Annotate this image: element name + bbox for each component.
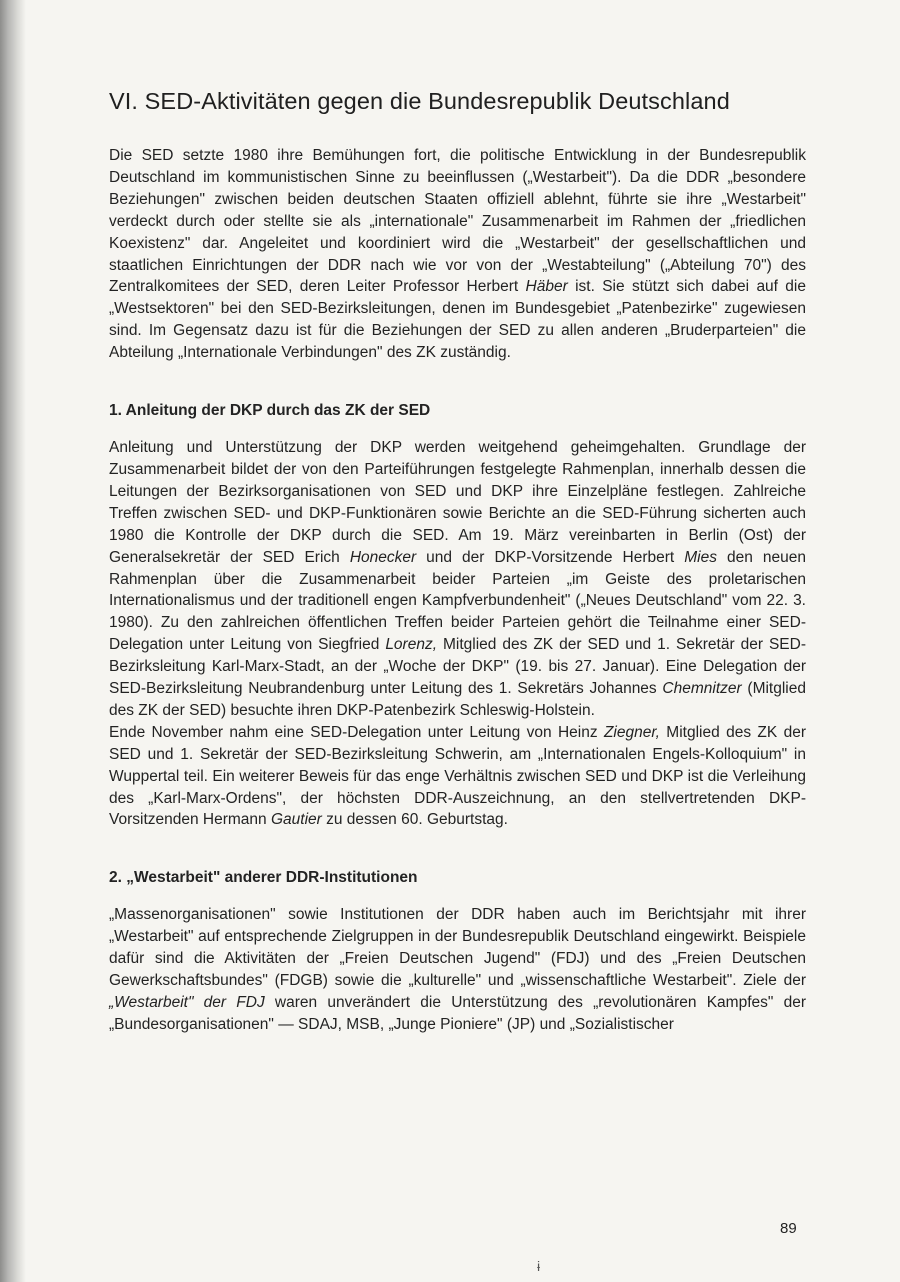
italic-name: Mies bbox=[684, 548, 717, 566]
section-1-paragraph-2: Ende November nahm eine SED-Delegation unter Leitung von Heinz Ziegner, Mitglied des ZK der SED und 1. Sekretär der SED-Bezirksleitung Schwerin, am „Internationalen Engels-Kolloquium" in Wuppertal teil. Ein weiterer Beweis für das enge Verhältnis zwischen SED und DKP ist die Verleihung des „Karl-Marx-Ordens", der höchsten DDR-Auszeichnung, an den stellvertretenden DKP-Vorsitzenden Hermann Gautier zu dessen 60. Geburtstag. bbox=[109, 723, 806, 829]
italic-name: Häber bbox=[525, 278, 568, 296]
page-number: 89 bbox=[780, 1220, 797, 1237]
italic-name: Ziegner, bbox=[603, 723, 660, 741]
italic-name: Honecker bbox=[349, 548, 417, 566]
document-page bbox=[109, 88, 806, 1036]
chapter-title: VI. SED-Aktivitäten gegen die Bundesrepublik Deutschland bbox=[109, 88, 730, 114]
section-1-heading: 1. Anleitung der DKP durch das ZK der SED bbox=[109, 402, 431, 420]
italic-name: „Westarbeit" der FDJ bbox=[109, 994, 265, 1011]
italic-name: Lorenz, bbox=[385, 636, 438, 654]
intro-paragraph: Die SED setzte 1980 ihre Bemühungen fort, die politische Entwicklung in der Bundesrepublik Deutschland im kommunistischen Sinne zu beeinflussen („Westarbeit"). Da die DDR „besondere Beziehungen" zwischen beiden deutschen Staaten offiziell ablehnt, führte sie ihre „Westarbeit" verdeckt durch oder stellte sie als „internationale" Zusammenarbeit im Rahmen der „friedlichen Koexistenz" dar. Angeleitet und koordiniert wird die „Westarbeit" der gesellschaftlichen und staatlichen Einrichtungen der DDR nach wie vor von der „Westabteilung" („Abteilung 70") des Zentralkomitees der SED, deren Leiter Professor Herbert Häber ist. Sie stützt sich dabei auf die „Westsektoren" bei den SED-Bezirksleitungen, denen im Bundesgebiet „Patenbezirke" zugewiesen sind. Im Gegensatz dazu ist für die Beziehungen der SED zu allen anderen „Bruderparteien" die Abteilung „Internationale Verbindungen" des ZK zuständig. bbox=[109, 147, 806, 362]
section-1-paragraph-1: Anleitung und Unterstützung der DKP werden weitgehend geheimgehalten. Grundlage der Zusammenarbeit bildet der von den Parteiführungen festgelegte Rahmenplan, innerhalb dessen die Leitungen der Bezirksorganisationen von SED und DKP ihre Einzelpläne festlegen. Zahlreiche Treffen zwischen SED- und DKP-Funktionären sowie Berichte an die SED-Führung sicherten auch 1980 die Kontrolle der DKP durch die SED. Am 19. März vereinbarten in Berlin (Ost) der Generalsekretär der SED Erich Honecker und der DKP-Vorsitzende Herbert Mies den neuen Rahmenplan über die Zusammenarbeit beider Parteien „im Geiste des proletarischen Internationalismus und der traditionell engen Kampfverbundenheit" („Neues Deutschland" vom 22. 3. 1980). Zu den zahlreichen öffentlichen Treffen beider Parteien gehört die Teilnahme einer SED-Delegation unter Leitung von Siegfried Lorenz, Mitglied des ZK der SED und 1. Sekretär der SED-Bezirksleitung Karl-Marx-Stadt, an der „Woche der DKP" (19. bis 27. Januar). Eine Delegation der SED-Bezirksleitung Neubrandenburg unter Leitung des 1. Sekretärs Johannes Chemnitzer (Mitglied des ZK der SED) besuchte ihren DKP-Patenbezirk Schleswig-Holstein. bbox=[109, 439, 806, 719]
section-2-paragraph-1: „Massenorganisationen" sowie Institutionen der DDR haben auch im Berichtsjahr mit ihrer „Westarbeit" auf entsprechende Zielgruppen in der Bundesrepublik Deutschland eingewirkt. Beispiele dafür sind die Aktivitäten der „Freien Deutschen Jugend" (FDJ) und des „Freien Deutschen Gewerkschaftsbundes" (FDGB) sowie die „kulturelle" und „wissenschaftliche Westarbeit". Ziele der „Westarbeit" der FDJ waren unverändert die Unterstützung des „revolutionären Kampfes" der „Bundesorganisationen" — SDAJ, MSB, „Junge Pioniere" (JP) und „Sozialistischer bbox=[109, 906, 807, 1033]
italic-name: Gautier bbox=[270, 811, 322, 829]
section-2-heading: 2. „Westarbeit" anderer DDR-Institutionen bbox=[109, 869, 418, 887]
scan-mark: ɨ bbox=[537, 1258, 541, 1274]
italic-name: Chemnitzer bbox=[662, 680, 742, 698]
scan-edge-shadow bbox=[0, 0, 26, 1282]
